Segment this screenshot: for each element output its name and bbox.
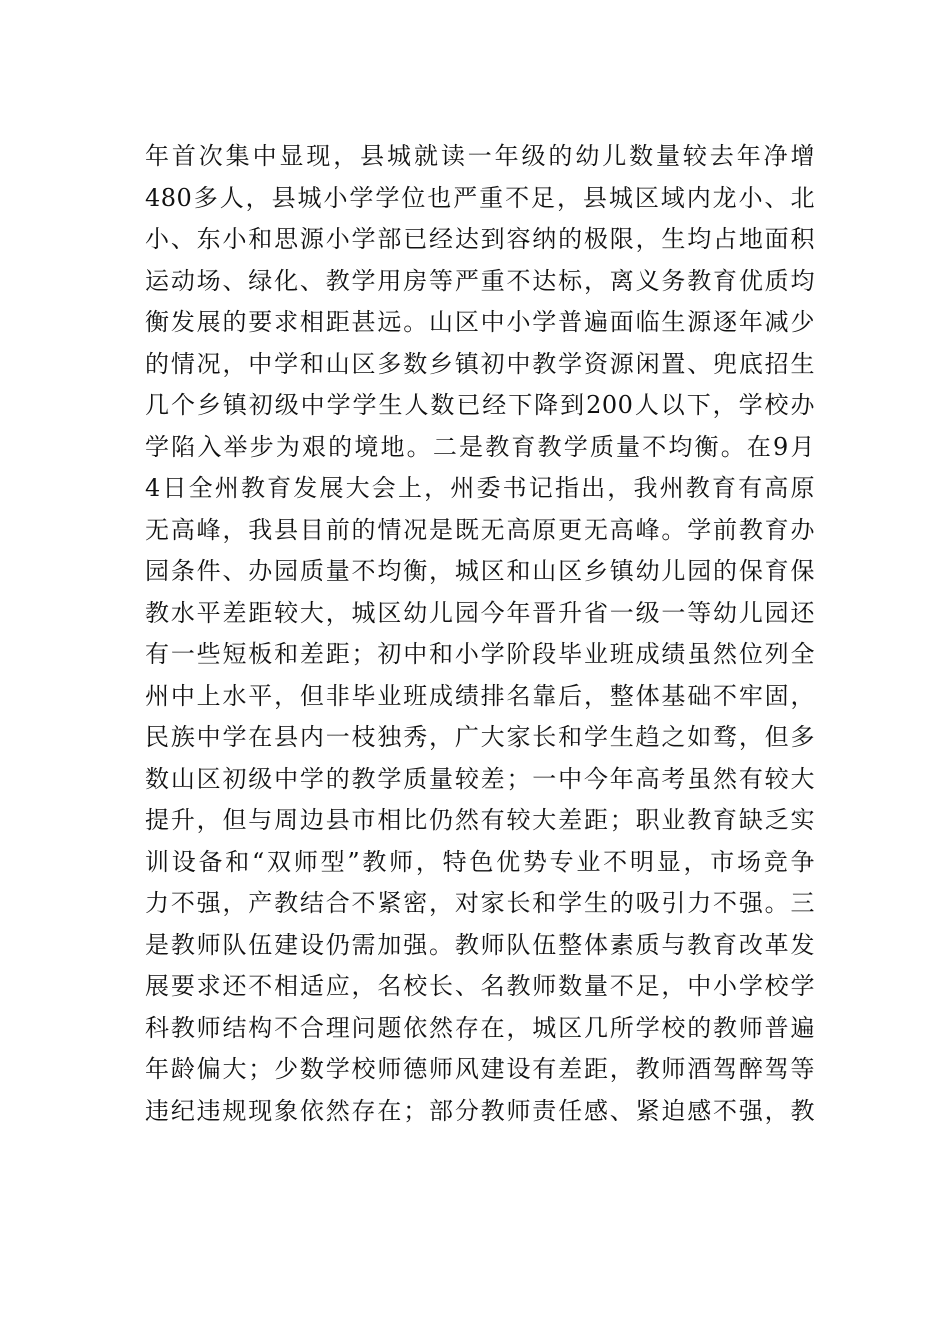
- text-line: 学陷入举步为艰的境地。二是教育教学质量不均衡。在9月: [145, 432, 815, 461]
- text-line: 力不强，产教结合不紧密，对家长和学生的吸引力不强。三: [145, 889, 815, 917]
- text-line: 是教师队伍建设仍需加强。教师队伍整体素质与教育改革发: [145, 930, 815, 959]
- text-line: 4日全州教育发展大会上，州委书记指出，我州教育有高原: [145, 474, 815, 502]
- body-text: [145, 136, 815, 1132]
- text-line: 州中上水平，但非毕业班成绩排名靠后，整体基础不牢固，: [145, 681, 815, 710]
- text-line: 科教师结构不合理问题依然存在，城区几所学校的教师普遍: [145, 1013, 815, 1042]
- text-line: 无高峰，我县目前的情况是既无高原更无高峰。学前教育办: [145, 515, 815, 544]
- text-line: 运动场、绿化、教学用房等严重不达标，离义务教育优质均: [145, 266, 815, 295]
- text-line: 480多人，县城小学学位也严重不足，县城区域内龙小、北: [145, 183, 815, 212]
- text-line: 违纪违规现象依然存在；部分教师责任感、紧迫感不强，教: [145, 1096, 815, 1125]
- text-line: 的情况，中学和山区多数乡镇初中教学资源闲置、兜底招生: [145, 349, 815, 378]
- text-line: 年首次集中显现，县城就读一年级的幼儿数量较去年净增: [145, 142, 815, 170]
- text-line: 小、东小和思源小学部已经达到容纳的极限，生均占地面积: [145, 225, 815, 253]
- text-line: 有一些短板和差距；初中和小学阶段毕业班成绩虽然位列全: [145, 640, 815, 668]
- text-line: 民族中学在县内一枝独秀，广大家长和学生趋之如骛，但多: [145, 723, 815, 751]
- text-line: 教水平差距较大，城区幼儿园今年晋升省一级一等幼儿园还: [145, 598, 815, 627]
- text-line: 几个乡镇初级中学学生人数已经下降到200人以下，学校办: [145, 391, 815, 419]
- text-line: 年龄偏大；少数学校师德师风建设有差距，教师酒驾醉驾等: [145, 1055, 815, 1083]
- text-line: 衡发展的要求相距甚远。山区中小学普遍面临生源逐年减少: [145, 308, 815, 336]
- text-line: 展要求还不相适应，名校长、名教师数量不足，中小学校学: [145, 972, 815, 1000]
- text-line: 园条件、办园质量不均衡，城区和山区乡镇幼儿园的保育保: [145, 557, 815, 585]
- text-line: 训设备和“双师型”教师，特色优势专业不明显，市场竞争: [145, 847, 815, 876]
- text-line: 提升，但与周边县市相比仍然有较大差距；职业教育缺乏实: [145, 806, 815, 834]
- text-line: 数山区初级中学的教学质量较差；一中今年高考虽然有较大: [145, 764, 815, 793]
